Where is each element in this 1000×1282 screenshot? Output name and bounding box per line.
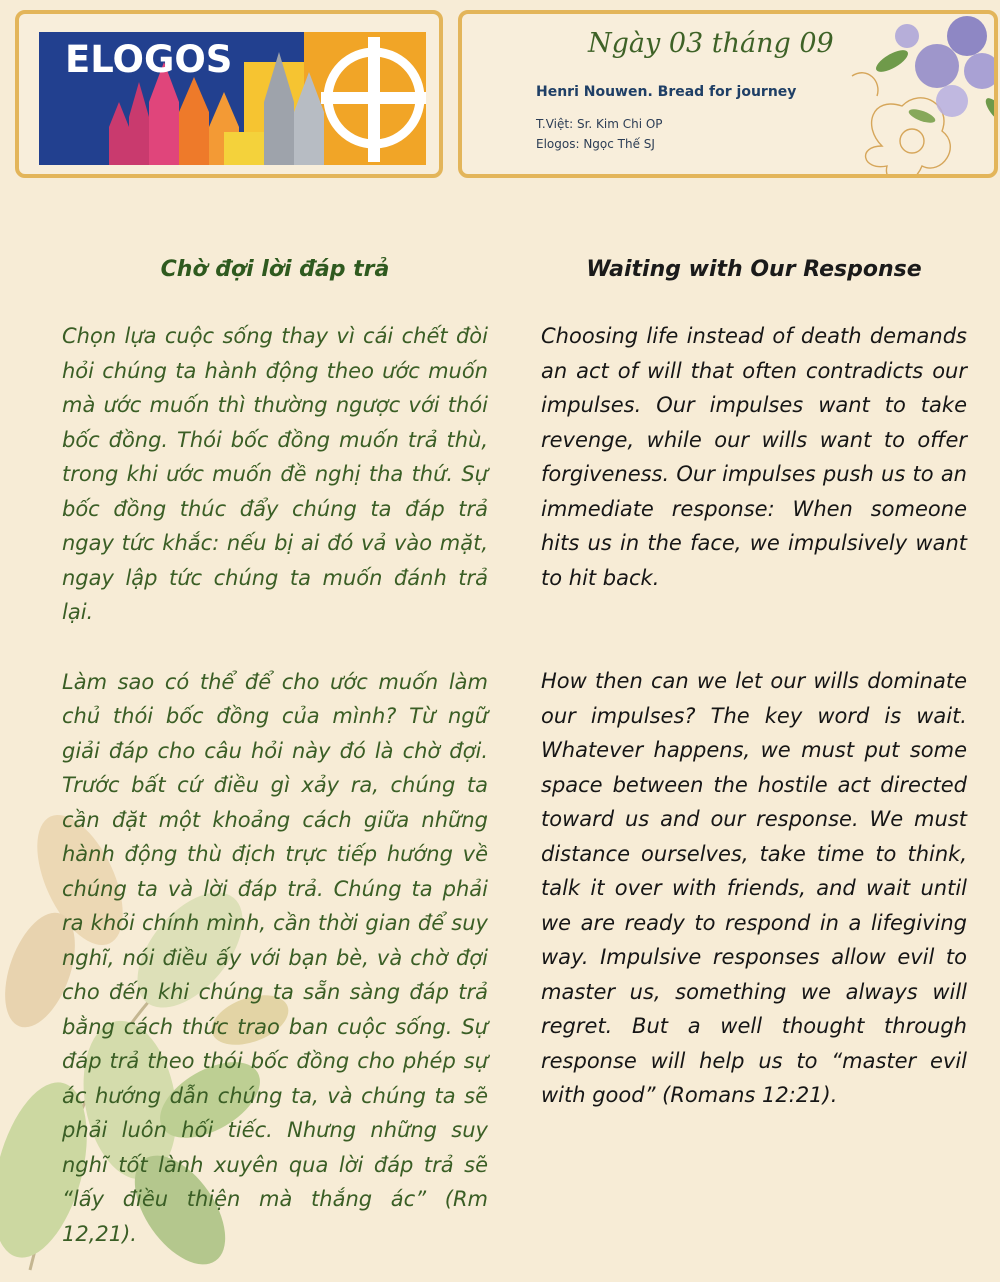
vietnamese-paragraph-1: Chọn lựa cuộc sống thay vì cái chết đòi hỏi chúng ta hành động theo ước muốn mà ước muốn thì thường ngược với thói bốc đồng. Thói bốc đồng muốn trả thù, trong khi ước muốn đề nghị tha thứ. Sự bốc đồng thúc đẩy chúng ta đáp trả ngay tức khắc: nếu bị ai đó vả vào mặt, ngay lập tức chúng ta muốn đánh trả lại. bbox=[62, 324, 488, 624]
english-column bbox=[541, 255, 967, 1113]
flower-decoration-icon bbox=[842, 10, 998, 178]
book-title: Henri Nouwen. Bread for journey bbox=[536, 84, 797, 100]
english-paragraph-2: How then can we let our wills dominate our impulses? The key word is wait. Whatever happens, we must put some space between the hostile act directed toward us and our response. We must distance ourselves, take time to think, talk it over with friends, and wait until we are ready to respond in a lifegiving way. Impulsive responses allow evil to master us, something we always will regret. But a well thought through response will help us to “master evil with good” (Romans 12:21). bbox=[541, 669, 967, 1107]
logo-panel bbox=[15, 10, 443, 178]
vietnamese-column bbox=[62, 255, 488, 1251]
elogos-logo bbox=[39, 32, 426, 165]
info-panel bbox=[458, 10, 998, 178]
editor-credit: Elogos: Ngọc Thế SJ bbox=[536, 137, 655, 151]
date-heading: Ngày 03 tháng 09 bbox=[588, 28, 834, 59]
translator-credit: T.Việt: Sr. Kim Chi OP bbox=[536, 117, 663, 131]
english-title: Waiting with Our Response bbox=[586, 257, 922, 282]
vietnamese-title: Chờ đợi lời đáp trả bbox=[160, 257, 390, 282]
vietnamese-paragraph-2: Làm sao có thể để cho ước muốn làm chủ thói bốc đồng của mình? Từ ngữ giải đáp cho câu hỏi này đó là chờ đợi. Trước bất cứ điều gì xảy ra, chúng ta cần đặt một khoảng cách giữa những hành động thù địch trực tiếp hướng về chúng ta và lời đáp trả. Chúng ta phải ra khỏi chính mình, cần thời gian để suy nghĩ, nói điều ấy với bạn bè, và chờ đợi cho đến khi chúng ta sẵn sàng đáp trả bằng cách thức trao ban cuộc sống. Sự đáp trả theo thói bốc đồng cho phép sự ác hướng dẫn chúng ta, và chúng ta sẽ phải luôn hối tiếc. Nhưng những suy nghĩ tốt lành xuyên qua lời đáp trả sẽ “lấy điều thiện mà thắng ác” (Rm 12,21). bbox=[62, 669, 488, 1246]
english-paragraph-1: Choosing life instead of death demands an act of will that often contradicts our impulses. Our impulses want to take revenge, while our wills want to offer forgiveness. Our impulses push us to an immediate response: When someone hits us in the face, we impulsively want to hit back. bbox=[541, 324, 967, 590]
logo-wordmark: ELOGOS bbox=[65, 38, 233, 81]
